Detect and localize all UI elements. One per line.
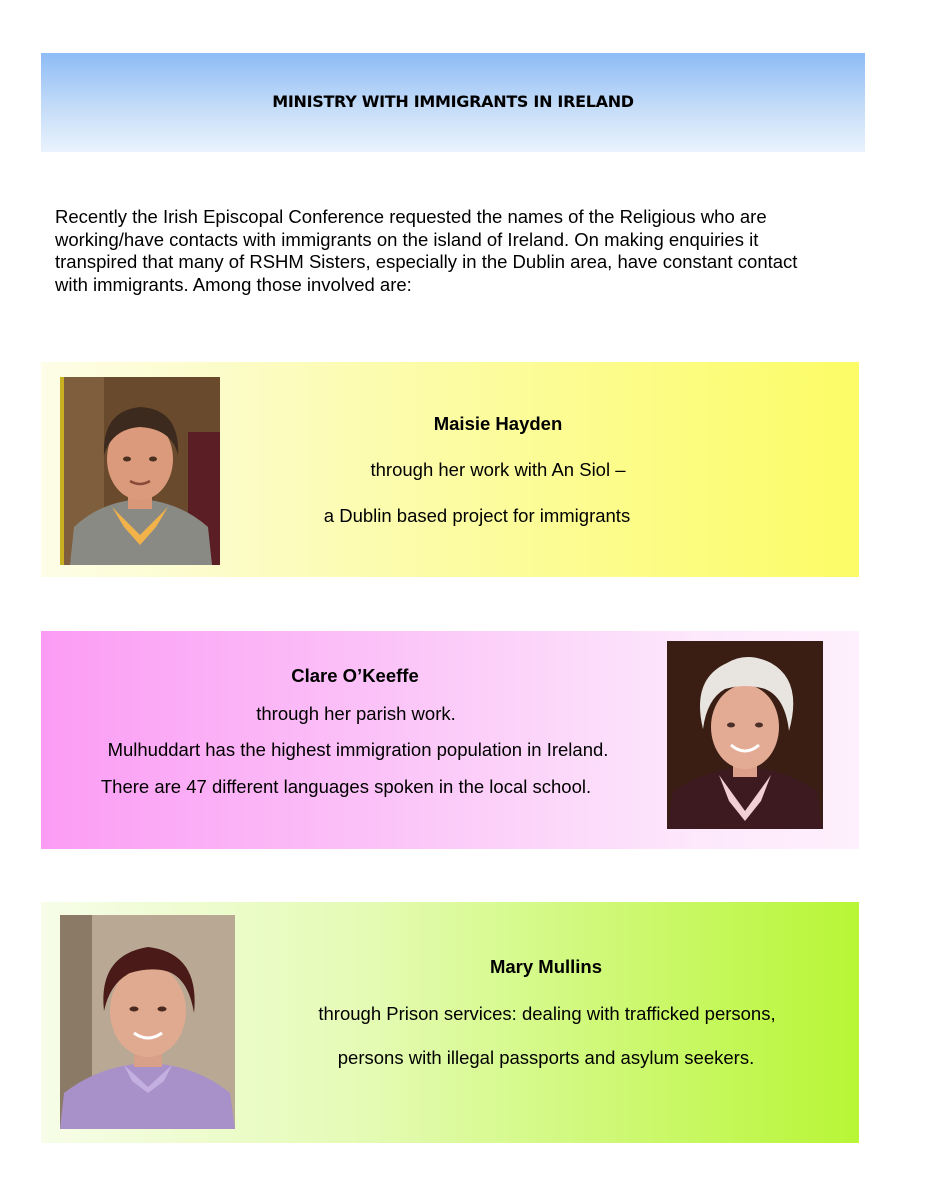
portrait-photo (60, 377, 220, 565)
person-name: Clare O’Keeffe (291, 665, 419, 686)
person-description-line: through her parish work. (256, 703, 456, 724)
person-card-mary-mullins (41, 902, 859, 1143)
person-description-line: through her work with An Siol – (370, 459, 626, 480)
person-card-clare-okeeffe (41, 631, 859, 849)
portrait-photo (667, 641, 823, 829)
person-description-line: There are 47 different languages spoken in the local school. (100, 776, 592, 797)
intro-line: transpired that many of RSHM Sisters, especially in the Dublin area, have constant contact (55, 251, 798, 273)
page-title: MINISTRY WITH IMMIGRANTS IN IRELAND (272, 92, 634, 111)
intro-paragraph (55, 206, 865, 297)
person-name: Mary Mullins (489, 956, 603, 977)
intro-line: with immigrants. Among those involved are: (55, 274, 412, 296)
person-name: Maisie Hayden (433, 413, 563, 434)
person-description-line: a Dublin based project for immigrants (323, 505, 631, 526)
portrait-photo (60, 915, 235, 1129)
person-card-maisie-hayden (41, 362, 859, 577)
intro-line: Recently the Irish Episcopal Conference requested the names of the Religious who are (55, 206, 767, 227)
header-band (41, 53, 865, 152)
person-description-line: persons with illegal passports and asylum seekers. (337, 1047, 755, 1068)
person-description-line: through Prison services: dealing with trafficked persons, (318, 1003, 776, 1024)
person-description-line: Mulhuddart has the highest immigration population in Ireland. (107, 739, 609, 760)
intro-line: working/have contacts with immigrants on the island of Ireland. On making enquiries it (55, 228, 759, 250)
